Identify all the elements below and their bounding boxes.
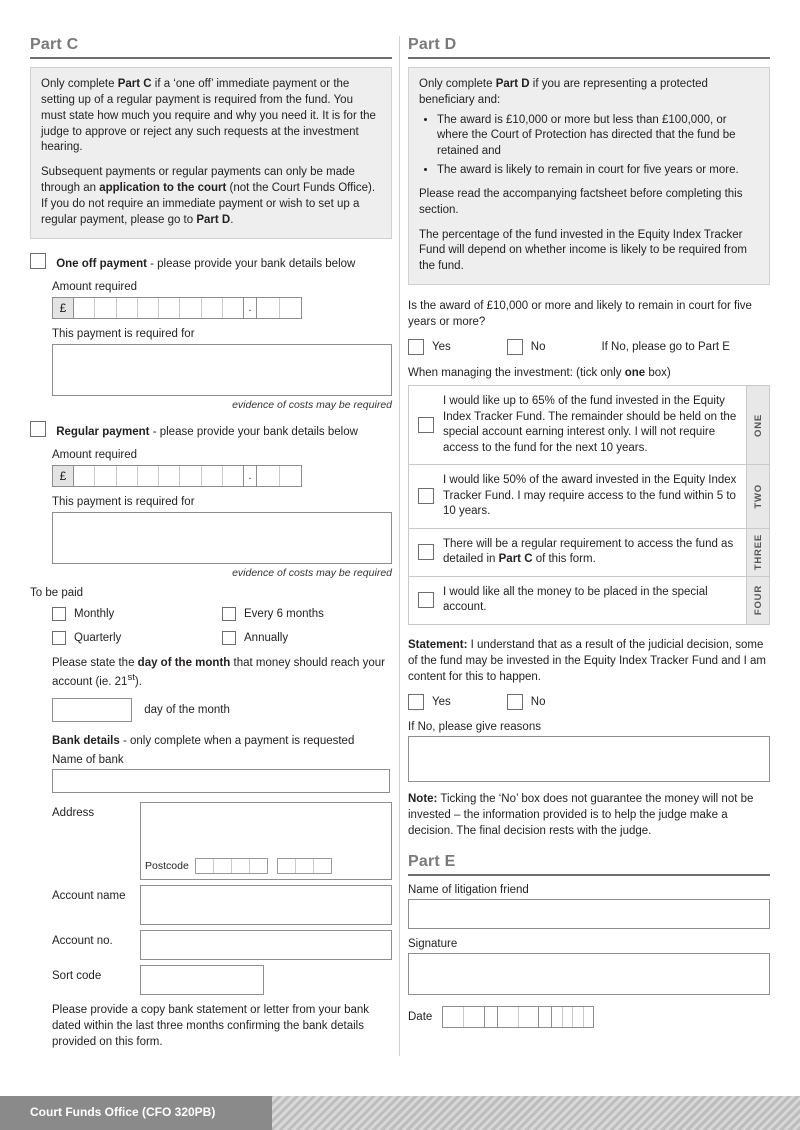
regular-amount-input[interactable] (52, 465, 302, 487)
day-of-month-input[interactable] (52, 698, 132, 722)
part-d-bullet-1: • The award is £10,000 or more but less than £100,000, or where the Court of Protection has directed that the fund be retained and (437, 113, 759, 160)
date-row (408, 1006, 770, 1028)
annually-checkbox[interactable] (222, 631, 236, 645)
regular-payment-label (56, 426, 358, 438)
statement-yesno-row (408, 694, 770, 710)
investment-option-one[interactable] (409, 386, 769, 465)
frequency-option-every-6-months[interactable] (222, 607, 392, 621)
sort-code-input[interactable] (140, 965, 264, 995)
one-off-bold: One off payment (56, 257, 147, 270)
part-c-intro-2 (41, 165, 381, 228)
one-off-reason-input[interactable] (52, 344, 392, 396)
option-four-tag-label: FOUR (752, 585, 764, 616)
option-one-checkbox-cell[interactable] (409, 386, 443, 464)
investment-options (408, 385, 770, 625)
part-c-column (30, 36, 392, 1050)
litigation-friend-label: Name of litigation friend (408, 884, 529, 897)
option-one-tag (746, 386, 769, 464)
intro1-post: if a ‘one off’ immediate payment or the setting up of a regular payment is required from the fund. You must state how much you require and why you need it. It is for the judge to approve or reject any such requests at the investment hearing. (41, 78, 376, 154)
monthly-label: Monthly (74, 607, 115, 620)
date-day-cells[interactable] (443, 1007, 484, 1027)
postcode-cells[interactable] (195, 858, 332, 874)
option-three-checkbox-cell[interactable] (409, 529, 443, 576)
bank-details-bold: Bank details (52, 734, 120, 747)
award-yes-checkbox[interactable] (408, 339, 424, 355)
date-label: Date (408, 1011, 433, 1024)
footer-hatch-pattern (272, 1096, 800, 1130)
option-three-tag (746, 529, 769, 576)
frequency-option-monthly[interactable] (52, 607, 222, 621)
option-two-checkbox[interactable] (418, 488, 434, 504)
date-input[interactable] (442, 1006, 594, 1028)
currency-symbol: £ (53, 466, 74, 486)
name-of-bank-label: Name of bank (52, 753, 124, 766)
day-question-end: ). (134, 675, 142, 688)
option-two-tag-label: TWO (752, 484, 764, 509)
managing-bold: one (624, 367, 646, 380)
name-of-bank-input[interactable] (52, 769, 390, 793)
statement-yes-label: Yes (432, 696, 451, 709)
managing-post: box) (645, 367, 671, 380)
partd-intro-pre: Only complete (419, 78, 496, 90)
currency-symbol: £ (53, 298, 74, 318)
one-off-payment-label (56, 258, 355, 270)
part-c-intro-1 (41, 77, 381, 156)
account-name-input[interactable] (140, 885, 392, 925)
option-one-tag-label: ONE (752, 413, 764, 437)
postcode-group-2[interactable] (277, 858, 332, 874)
part-d-intro-box (408, 67, 770, 285)
regular-reason-input[interactable] (52, 512, 392, 564)
decimal-separator: . (243, 466, 257, 486)
address-input[interactable] (140, 802, 392, 880)
part-d-note-text: Ticking the ‘No’ box does not guarantee the money will not be invested – the information provided is to help the judge make a decision. The final decision rests with the judge. (408, 793, 754, 838)
part-e-title: Part E (408, 853, 770, 876)
option-three-post: of this form. (532, 553, 596, 566)
pound-cells[interactable] (74, 298, 243, 318)
date-year-cells[interactable] (552, 1007, 593, 1027)
day-of-month-row (52, 698, 392, 722)
day-of-month-label: day of the month (144, 703, 230, 716)
statement-bold: Statement: (408, 638, 468, 651)
quarterly-checkbox[interactable] (52, 631, 66, 645)
part-d-title: Part D (408, 36, 770, 59)
investment-option-four[interactable] (409, 577, 769, 624)
part-d-read-note: Please read the accompanying factsheet before completing this section. (419, 187, 743, 216)
regular-payment-fields (52, 449, 392, 579)
option-four-checkbox-cell[interactable] (409, 577, 443, 624)
part-d-bullets (419, 113, 759, 179)
day-of-month-question (52, 655, 392, 690)
date-sep-2 (538, 1007, 552, 1027)
day-question-post: that money should reach your account (ie. 21 (52, 656, 386, 688)
part-d-percentage-note: The percentage of the fund invested in the Equity Index Tracker Fund will depend on whether income is likely to be required from the fund. (419, 228, 747, 273)
part-c-intro-box (30, 67, 392, 239)
managing-pre: When managing the investment: (tick only (408, 367, 625, 380)
investment-option-two[interactable] (409, 465, 769, 529)
day-question-sup: st (127, 671, 135, 683)
one-off-evidence-note: evidence of costs may be required (232, 398, 392, 411)
investment-option-three[interactable] (409, 529, 769, 577)
bank-details-heading (52, 735, 392, 747)
award-question: Is the award of £10,000 or more and likely to remain in court for five years or more? (408, 300, 752, 328)
account-name-row (52, 885, 392, 925)
intro2-pre: Subsequent payments or regular payments can only be made through an (41, 166, 355, 195)
decimal-separator: . (243, 298, 257, 318)
option-four-checkbox[interactable] (418, 592, 434, 608)
litigation-friend-input[interactable] (408, 899, 770, 929)
address-row (52, 802, 392, 880)
regular-payment-row[interactable] (30, 421, 392, 440)
pence-cells[interactable] (257, 298, 301, 318)
address-field-group (140, 802, 392, 880)
award-no-label: No (530, 341, 546, 354)
intro2-post: . (230, 213, 234, 226)
one-off-payment-row[interactable] (30, 253, 392, 272)
footer-text: Court Funds Office (CFO 320PB) (30, 1105, 216, 1119)
if-no-reasons-label: If No, please give reasons (408, 721, 541, 734)
intro1-bold: Part C (117, 78, 152, 90)
regular-payment-checkbox[interactable] (30, 421, 46, 437)
option-three-checkbox[interactable] (418, 544, 434, 560)
award-yes-option[interactable] (408, 339, 451, 355)
partd-intro-post: if you are representing a protected beneficiary and: (419, 78, 708, 106)
option-one-checkbox[interactable] (418, 417, 434, 433)
one-off-rest: - please provide your bank details below (146, 257, 356, 270)
one-off-payment-fields (52, 281, 392, 411)
one-off-amount-input[interactable] (52, 297, 302, 319)
signature-input[interactable] (408, 953, 770, 995)
every-6-months-checkbox[interactable] (222, 607, 236, 621)
signature-label: Signature (408, 938, 458, 951)
part-d-note-bold: Note: (408, 793, 438, 806)
intro2-bold2: Part D (196, 213, 231, 226)
regular-amount-label: Amount required (52, 448, 138, 461)
option-one-text: I would like up to 65% of the fund invested in the Equity Index Tracker Fund. The remainder should be held on the special account earning interest only. I will not require access to the fund for the next 10 years. (443, 395, 737, 454)
option-three-tag-label: THREE (752, 534, 764, 571)
bank-statement-note: Please provide a copy bank statement or letter from your bank dated within the last three months confirming the bank details provided on this form. (52, 1003, 370, 1048)
quarterly-label: Quarterly (74, 631, 122, 644)
option-two-text: I would like 50% of the award invested in the Equity Index Tracker Fund. I may require access to the fund within 5 to 10 years. (443, 474, 737, 518)
statement-body: I understand that as a result of the judicial decision, some of the fund may be invested in the Equity Index Tracker Fund and I am content for this to happen. (408, 638, 766, 683)
postcode-group-1[interactable] (195, 858, 268, 874)
partd-intro-bold: Part D (495, 78, 530, 90)
annually-label: Annually (244, 631, 289, 644)
option-three-bold: Part C (498, 553, 533, 566)
one-off-reason-label: This payment is required for (52, 327, 195, 340)
pound-cells[interactable] (74, 466, 243, 486)
if-no-reasons-input[interactable] (408, 736, 770, 782)
regular-bold: Regular payment (56, 425, 150, 438)
option-four-tag (746, 577, 769, 624)
statement-no-checkbox[interactable] (507, 694, 523, 710)
address-label: Address (52, 806, 95, 819)
statement-yes-option[interactable] (408, 694, 451, 710)
day-question-bold: day of the month (137, 656, 231, 669)
option-two-tag (746, 465, 769, 528)
date-sep-1 (484, 1007, 498, 1027)
part-d-column (408, 36, 770, 1028)
one-off-payment-checkbox[interactable] (30, 253, 46, 269)
award-no-option[interactable] (507, 339, 546, 355)
every-6-months-label: Every 6 months (244, 607, 324, 620)
account-no-input[interactable] (140, 930, 392, 960)
account-no-label: Account no. (52, 934, 113, 947)
part-d-note (408, 791, 770, 839)
frequency-option-quarterly[interactable] (52, 631, 222, 645)
award-no-checkbox[interactable] (507, 339, 523, 355)
monthly-checkbox[interactable] (52, 607, 66, 621)
sort-code-row (52, 965, 392, 995)
date-month-cells[interactable] (498, 1007, 539, 1027)
statement-yes-checkbox[interactable] (408, 694, 424, 710)
regular-evidence-note: evidence of costs may be required (232, 566, 392, 579)
regular-rest: - please provide your bank details below (149, 425, 358, 438)
bank-details-rest: - only complete when a payment is requested (119, 734, 355, 747)
intro1-pre: Only complete (41, 78, 118, 90)
statement-no-option[interactable] (507, 694, 546, 710)
pence-cells[interactable] (257, 466, 301, 486)
day-question-pre: Please state the (52, 656, 138, 669)
part-c-title: Part C (30, 36, 392, 59)
award-if-no-note: If No, please go to Part E (601, 341, 730, 354)
account-name-label: Account name (52, 889, 126, 902)
intro2-bold: application to the court (99, 182, 227, 195)
postcode-label: Postcode (145, 859, 189, 872)
intro2-mid: (not the Court Funds Office). If you do not require an immediate payment or wish to set up a regular payment, please go to (41, 182, 376, 226)
frequency-options (52, 607, 392, 655)
option-two-checkbox-cell[interactable] (409, 465, 443, 528)
award-yesno-row (408, 339, 770, 355)
option-four-text: I would like all the money to be placed in the special account. (443, 585, 708, 614)
to-be-paid-label: To be paid (30, 586, 84, 599)
one-off-amount-label: Amount required (52, 280, 138, 293)
managing-investment-label (408, 367, 770, 379)
option-three-pre: There will be a regular requirement to access the fund as detailed in (443, 537, 734, 566)
postcode-row (141, 855, 391, 878)
option-three-text (443, 529, 746, 576)
regular-reason-label: This payment is required for (52, 495, 195, 508)
frequency-option-annually[interactable] (222, 631, 392, 645)
account-no-row (52, 930, 392, 960)
sort-code-label: Sort code (52, 969, 102, 982)
part-d-bullet-2: • The award is likely to remain in court for five years or more. (437, 163, 759, 179)
part-d-intro (419, 77, 759, 109)
page-footer (0, 1096, 800, 1130)
column-divider (399, 36, 400, 1056)
statement-no-label: No (530, 696, 546, 709)
award-yes-label: Yes (432, 341, 451, 354)
statement-text (408, 637, 770, 685)
